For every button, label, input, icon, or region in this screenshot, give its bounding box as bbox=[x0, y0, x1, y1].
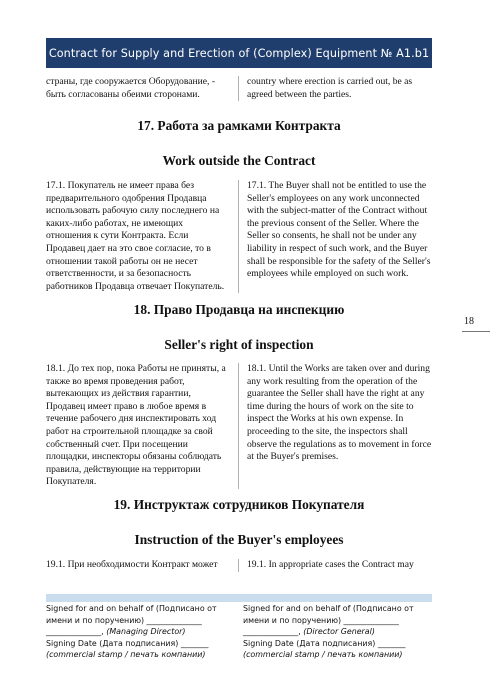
seller-signature bbox=[239, 603, 432, 661]
document-header bbox=[46, 38, 432, 68]
signatory-role: (Managing Director) bbox=[106, 627, 186, 636]
section-18-body bbox=[46, 363, 432, 489]
section-19-body bbox=[46, 559, 432, 572]
continuation-ru: страны, где сооружается Оборудование, - быть согласованы обеими сторонами. bbox=[46, 76, 239, 101]
clause-19-1-en: 19.1. In appropriate cases the Contract may bbox=[247, 559, 414, 570]
signature-line-2: имени и по поручению) ______________ bbox=[243, 615, 399, 625]
clause-17-1-en: 17.1. The Buyer shall not be entitled to use the Seller's employees on any work unconnected with the subject-matter of the Contract without the previous consent of the Seller. Where the Seller so consents, he shall not be under any liability in respect of such work, and the Buyer shall be responsible for the safety of the Seller's employees while employed on such work. bbox=[247, 180, 431, 280]
section-17-title-ru: 17. Работа за рамками Контракта bbox=[137, 118, 341, 133]
page-number: 18 bbox=[464, 316, 474, 327]
section-18-title-en: Seller's right of inspection bbox=[164, 337, 314, 352]
signature-blank: ______________, bbox=[243, 627, 301, 636]
section-19-title-en: Instruction of the Buyer's employees bbox=[134, 532, 344, 547]
clause-18-1-en: 18.1. Until the Works are taken over and during any work resulting from the operation of the guarantee the Seller shall have the right at any time during the hours of work on the site to inspect the Works at his own expense. In proceeding to the site, the inspectors shall observe the regulations as to movement in force at the Buyer's premises. bbox=[247, 363, 432, 463]
signature-line-3 bbox=[243, 626, 432, 638]
signing-date-line: Signing Date (Дата подписания) _______ bbox=[46, 638, 209, 648]
section-17-body bbox=[46, 180, 432, 293]
signature-line-1: Signed for and on behalf of (Подписано от bbox=[243, 604, 414, 613]
continuation-en: country where erection is carried out, be as agreed between the parties. bbox=[247, 76, 413, 100]
signature-blank: ______________, bbox=[46, 627, 104, 636]
signature-line-1: Signed for and on behalf of (Подписано от bbox=[46, 604, 217, 613]
signing-date-line: Signing Date (Дата подписания) _______ bbox=[243, 638, 406, 648]
commercial-stamp-line: (commercial stamp / печать компании) bbox=[46, 650, 206, 659]
signature-band bbox=[46, 594, 432, 602]
buyer-signature bbox=[46, 603, 239, 661]
clause-18-1-ru: 18.1. До тех пор, пока Работы не приняты, а также во время проведения работ, вытекающих из действия гарантии, Продавец имеет право в любое время в течение рабочего дня инспектировать ход работ на строительной площадке за свой собственный счет. При посещении площадки, инспекторы обязаны соблюдать правила, действующие на территории Покупателя. bbox=[46, 363, 239, 489]
commercial-stamp-line: (commercial stamp / печать компании) bbox=[243, 650, 403, 659]
signature-block bbox=[46, 603, 432, 661]
signature-line-2: имени и по поручению) ______________ bbox=[46, 615, 202, 625]
signatory-role: (Director General) bbox=[303, 627, 375, 636]
clause-17-1-ru: 17.1. Покупатель не имеет права без предварительного одобрения Продавца использовать рабочую силу последнего на каких-либо работах, не имеющих отношения к сути Контракта. Если Продавец дает на это свое согласие, то в отношении такой работы он не несет ответственности, и за безопасность работников Продавца отвечает Покупатель. bbox=[46, 180, 239, 293]
section-18-title-ru: 18. Право Продавца на инспекцию bbox=[133, 302, 345, 317]
page-number-rule bbox=[462, 331, 490, 332]
section-17-title-en: Work outside the Contract bbox=[162, 153, 316, 168]
signature-line-3 bbox=[46, 626, 239, 638]
section-19-title-ru: 19. Инструктаж сотрудников Покупателя bbox=[113, 497, 365, 512]
continuation-paragraph bbox=[46, 76, 432, 101]
document-title: Contract for Supply and Erection of (Complex) Equipment № A1.b1 bbox=[48, 46, 430, 60]
clause-19-1-ru: 19.1. При необходимости Контракт может bbox=[46, 559, 239, 572]
